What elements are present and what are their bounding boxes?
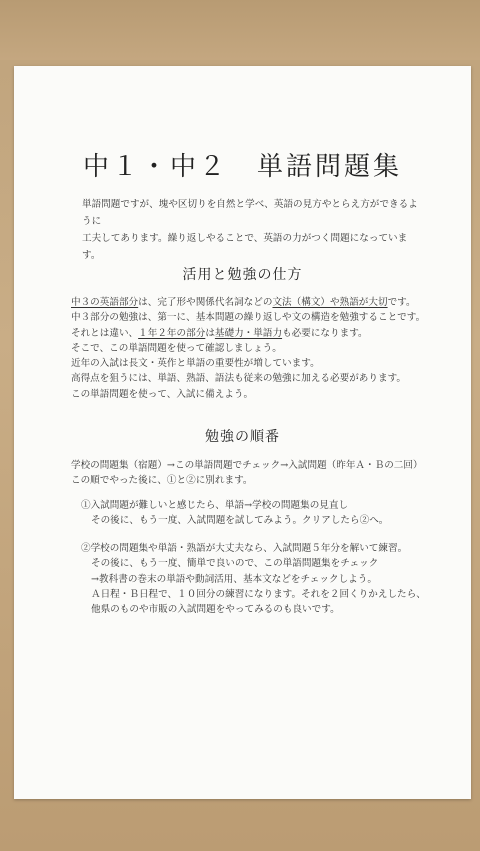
usage-line: この単語問題を使って、入試に備えよう。 [71,388,254,400]
option-line: →教科書の巻末の単語や動詞活用、基本文などをチェックしよう。 [91,573,377,585]
underlined-text: 文法（構文）や熟語が大切 [272,297,388,308]
option-line: その後に、もう一度、入試問題を試してみよう。クリアしたら②へ。 [91,515,389,527]
option-1 [71,498,451,529]
document-page [14,66,471,799]
usage-line: 高得点を狙うには、単語、熟語、語法も従来の勉強に加える必要があります。 [71,373,407,385]
section-heading-order: 勉強の順番 [205,429,280,445]
option-line: Ａ日程・Ｂ日程で、１０回分の練習になります。それを２回くりかえしたら、 [91,588,426,600]
usage-paragraph [71,295,451,402]
order-line: この順でやった後に、①と②に別れます。 [71,475,253,487]
usage-line [71,326,451,341]
usage-line [71,295,451,310]
text-span: です。 [387,297,416,308]
text-span: は [205,327,215,339]
underlined-text: １年２年の部分 [138,327,206,339]
text-span: それとは違い、 [71,327,139,339]
usage-line: 中３部分の勉強は、第一に、基本問題の繰り返しや文の構造を勉強することです。 [71,312,426,324]
text-span: も必要になります。 [282,327,368,339]
underlined-text: 中３の英語部分 [71,297,139,308]
intro-paragraph [82,196,422,264]
usage-line: そこで、この単語問題を使って確認しましょう。 [71,342,282,354]
usage-line: 近年の入試は長文・英作と単語の重要性が増しています。 [71,358,320,370]
section-heading-usage: 活用と勉強の仕方 [182,267,303,283]
option-line: その後に、もう一度、簡単で良いので、この単語問題集をチェック [91,558,379,570]
order-line: 学校の問題集（宿題）→この単語問題でチェック→入試問題（昨年Ａ・Ｂの二回） [71,460,423,471]
document-title: 中１・中２ 単語問題集 [82,152,402,182]
option-line: 他県のものや市販の入試問題をやってみるのも良いです。 [91,604,340,616]
option-line: ②学校の問題集や単語・熟語が大丈夫なら、入試問題５年分を解いて練習。 [81,543,408,554]
option-line: ①入試問題が難しいと感じたら、単語→学校の問題集の見直し [81,500,349,511]
intro-line: 工夫してあります。繰り返しやることで、英語の力がつく問題になっています。 [82,233,408,261]
option-2 [71,541,451,617]
intro-line: 単語問題ですが、塊や区切りを自然と学べ、英語の見方やとらえ方ができるように [82,199,418,227]
order-flow [71,458,451,489]
text-span: は、完了形や関係代名詞などの [138,297,273,308]
underlined-text: 基礎力・単語力 [214,327,283,339]
table-surface [0,0,480,60]
